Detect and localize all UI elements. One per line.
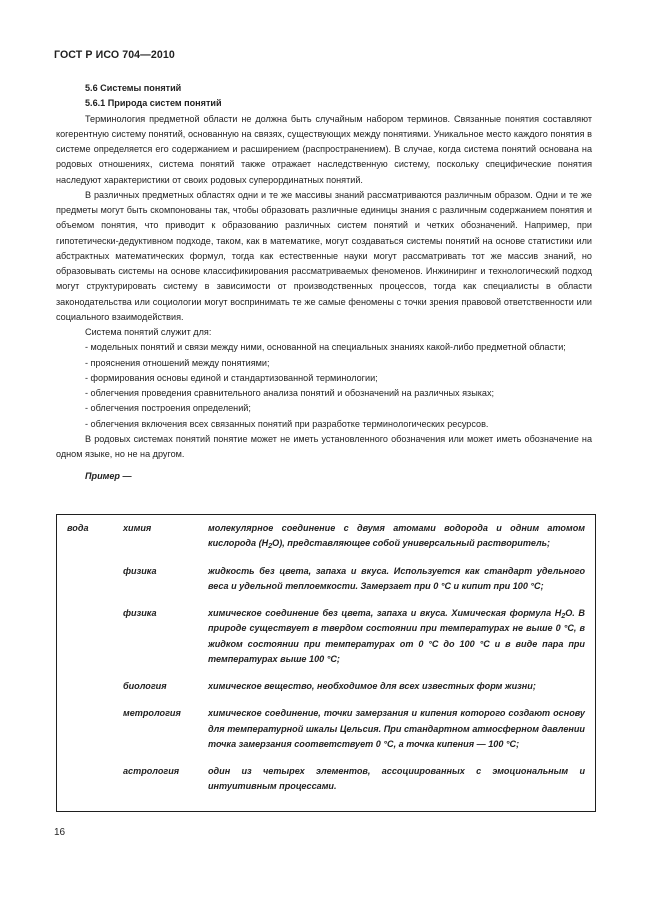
definition-cell: химическое вещество, необходимое для всех известных форм жизни; xyxy=(208,681,536,691)
list-item: - модельных понятий и связи между ними, основанной на специальных знаниях какой-либо предметной области; xyxy=(85,342,566,353)
field-cell: физика xyxy=(123,608,157,618)
page-number: 16 xyxy=(54,827,66,838)
definition-cell: молекулярное соединение с двумя атомами водорода и одним атомом кислорода $(H_2O)$, представляющее собой универсальный растворитель; xyxy=(208,523,585,551)
table-row xyxy=(57,667,596,694)
paragraph-3: Система понятий служит для: xyxy=(85,327,212,337)
table-row xyxy=(57,752,596,795)
list-item: - облегчения проведения сравнительного анализа понятий и обозначений на различных языках; xyxy=(85,388,495,398)
field-cell: химия xyxy=(123,523,152,533)
field-cell: астрология xyxy=(123,766,180,776)
field-cell: метрология xyxy=(123,708,181,719)
definition-cell: один из четырех элементов, ассоциированных с эмоциональным и интуитивным процессами. xyxy=(208,766,585,792)
paragraph-1: Терминология предметной области не должна быть случайным набором терминов. Связанные понятия составляют когерентную систему понятий, основанную на связях, существующих между понятиями. Уникальное место каждого понятия в системе определяется его содержанием и расширением (распространением). В случае, когда система понятий основана на родовых отношениях, система понятий также отражает наследственную систему, поскольку специфические понятия наследуют характеристики от своих родовых суперординатных понятий. xyxy=(56,113,592,185)
list-item: - облегчения построения определений; xyxy=(85,403,251,414)
list-item: - прояснения отношений между понятиями; xyxy=(85,357,270,368)
definition-cell: химическое соединение без цвета, запаха и вкуса. Химическая формула $H_2O$. В природе существует в твердом состоянии при температурах не выше 0 °C, в жидком состоянии при температурах от 0 °C до 100 °C и в виде пара при температурах выше 100 °C; xyxy=(208,608,585,664)
field-cell: биология xyxy=(123,681,167,691)
main-text xyxy=(56,81,592,485)
table-row xyxy=(57,694,596,752)
field-cell: физика xyxy=(123,565,157,576)
list-item: - формирования основы единой и стандартизованной терминологии; xyxy=(85,372,378,383)
example-label: Пример — xyxy=(85,471,132,482)
section-heading: 5.6 Системы понятий xyxy=(85,83,182,93)
example-table xyxy=(56,514,596,812)
definition-cell: химическое соединение, точки замерзания и кипения которого создают основу для температурной шкалы Цельсия. При стандартном атмосферном давлении точка замерзания соответствует 0 °C, а точка кипения — 100 °C; xyxy=(208,708,585,749)
paragraph-4: В родовых системах понятий понятие может не иметь установленного обозначения или может иметь обозначение на одном языке, но не на другом. xyxy=(56,433,592,459)
definition-cell: жидкость без цвета, запаха и вкуса. Используется как стандарт удельного веса и удельной теплоемкости. Замерзает при 0 °C и кипит при 100 °C; xyxy=(208,565,585,591)
document-header: ГОСТ Р ИСО 704—2010 xyxy=(54,49,175,61)
table-row xyxy=(57,594,596,667)
table-row xyxy=(57,515,596,552)
list-item: - облегчения включения всех связанных понятий при разработке терминологических ресурсов. xyxy=(85,418,489,429)
paragraph-2: В различных предметных областях одни и те же массивы знаний рассматриваются различным образом. Одни и те же предметы могут быть скомпонованы так, чтобы образовать различные единицы знания с различным содержанием понятия и объемом понятия, что приводит к образованию различных систем понятий и четких обозначений. Например, при гипотетически-дедуктивном подходе, таком, как в математике, могут создаваться системы понятий на основе статистики или абстрактных математических формул, тогда как естественные науки могут рассматривать тот же массив знаний, но образовывать системы на основе классификирования рассматриваемых феноменов. Инжиниринг и технологический подход могут структурировать систему в зависимости от производственных процессов, тогда как специалисты в области законодательства или социологии могут воспринимать те же самые феномены с точки зрения правовой ответственности или социального взаимодействия. xyxy=(56,189,592,322)
subsection-heading: 5.6.1 Природа систем понятий xyxy=(85,98,222,109)
term-cell: вода xyxy=(67,523,89,533)
table-row xyxy=(57,552,596,595)
